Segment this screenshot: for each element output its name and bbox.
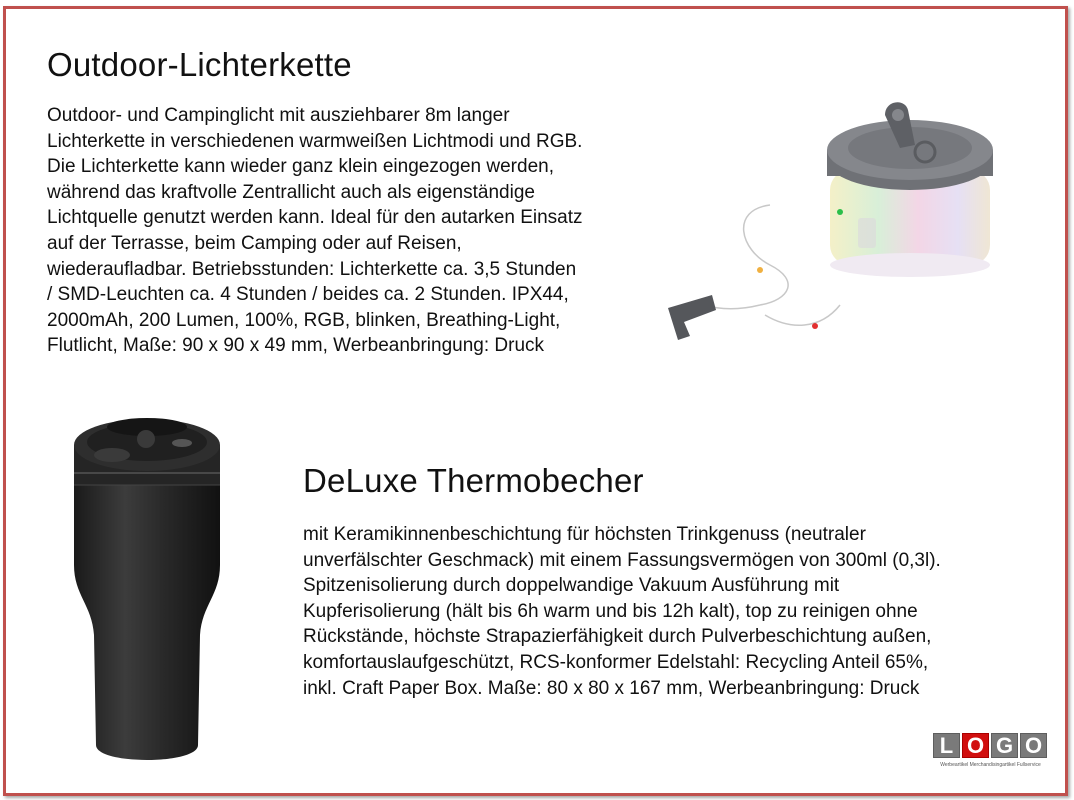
description-line: Die Lichterkette kann wieder ganz klein eingezogen werden,: [47, 156, 554, 178]
logo-letters: [933, 733, 1048, 758]
description-line: / SMD-Leuchten ca. 4 Stunden / beides ca. 2 Stunden. IPX44,: [47, 284, 569, 306]
description-line: während das kraftvolle Zentrallicht auch als eigenständige: [47, 181, 535, 203]
description-line: Lichtquelle genutzt werden kann. Ideal für den autarken Einsatz: [47, 207, 583, 229]
description-line: auf der Terrasse, beim Camping oder auf Reisen,: [47, 232, 462, 254]
description-line: Outdoor- und Campinglicht mit ausziehbarer 8m langer: [47, 105, 510, 126]
lantern-light-chain-icon: [650, 100, 1000, 350]
product1-title: Outdoor-Lichterkette: [47, 46, 352, 83]
company-logo: [933, 733, 1048, 781]
thermo-cup-icon: [62, 405, 232, 775]
description-line: mit Keramikinnenbeschichtung für höchsten Trinkgenuss (neutraler: [303, 524, 866, 545]
logo-letter: L: [933, 733, 960, 758]
logo-letter: O: [1020, 733, 1047, 758]
description-line: Kupferisolierung (hält bis 6h warm und bis 12h kalt), top zu reinigen ohne: [303, 600, 918, 622]
logo-letter: O: [962, 733, 989, 758]
description-line: Flutlicht, Maße: 90 x 90 x 49 mm, Werbeanbringung: Druck: [47, 335, 545, 357]
logo-tagline: Werbeartikel Merchandisingartikel Fullservice: [940, 762, 1041, 768]
description-line: Lichterkette in verschiedenen warmweißen Lichtmodi und RGB.: [47, 130, 583, 152]
description-line: 2000mAh, 200 Lumen, 100%, RGB, blinken, Breathing-Light,: [47, 309, 561, 331]
product2-description: [303, 522, 1043, 701]
description-line: inkl. Craft Paper Box. Maße: 80 x 80 x 167 mm, Werbeanbringung: Druck: [303, 677, 920, 699]
description-line: Rückstände, höchste Strapazierfähigkeit durch Pulverbeschichtung außen,: [303, 626, 932, 648]
product1-description: [47, 103, 667, 359]
product2-title: DeLuxe Thermobecher: [303, 462, 644, 499]
description-line: Spitzenisolierung durch doppelwandige Vakuum Ausführung mit: [303, 575, 840, 597]
description-line: wiederaufladbar. Betriebsstunden: Lichterkette ca. 3,5 Stunden: [47, 258, 577, 280]
description-line: unverfälschter Geschmack) mit einem Fassungsvermögen von 300ml (0,3l).: [303, 549, 941, 571]
logo-letter: G: [991, 733, 1018, 758]
description-line: komfortauslaufgeschützt, RCS-konformer Edelstahl: Recycling Anteil 65%,: [303, 651, 929, 673]
